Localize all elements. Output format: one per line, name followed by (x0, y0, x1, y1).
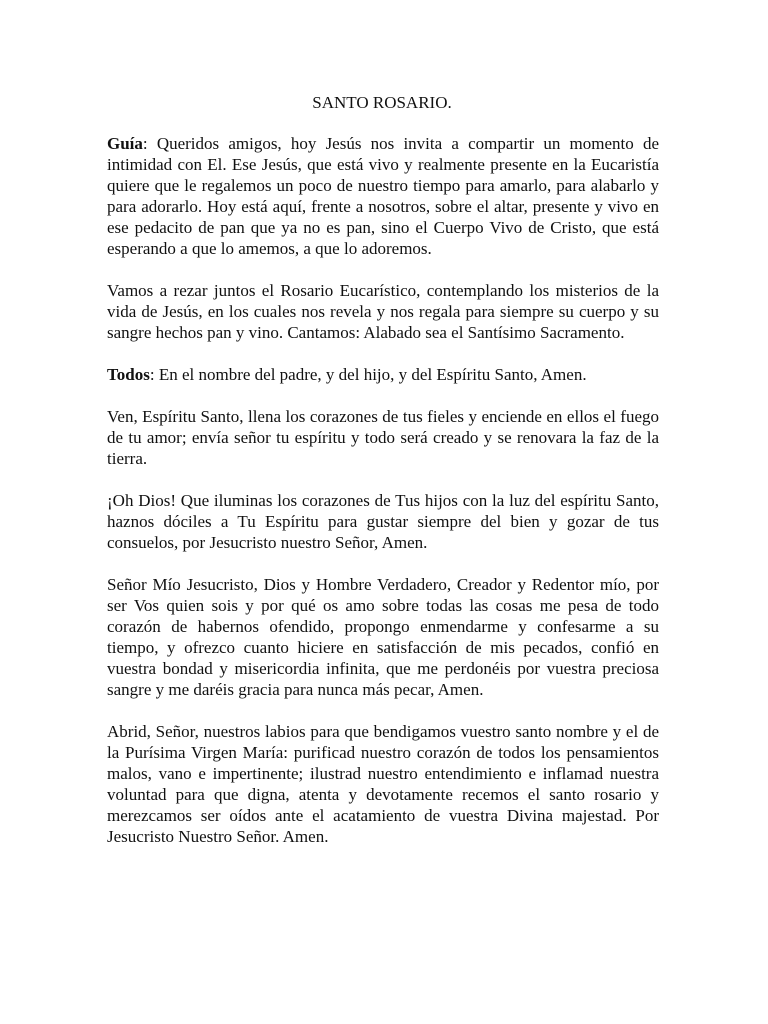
paragraph-text: Señor Mío Jesucristo, Dios y Hombre Verdadero, Creador y Redentor mío, por ser Vos quien sois y por qué os amo sobre todas las cosas me pesa de todo corazón de habernos ofendido, propongo enmendarme y confesarme a su tiempo, y ofrezco cuanto hiciere en satisfacción de mis pecados, confió en vuestra bondad y misericordia infinita, que me perdonéis por vuestra preciosa sangre y me daréis gracia para nunca más pecar, Amen. (107, 575, 659, 699)
document-title: SANTO ROSARIO. (312, 93, 452, 112)
paragraph-oh-dios (107, 490, 659, 553)
paragraph-text: Ven, Espíritu Santo, llena los corazones de tus fieles y enciende en ellos el fuego de tu amor; envía señor tu espíritu y todo será creado y se renovara la faz de la tierra. (107, 407, 659, 468)
speaker-label-todos: Todos (107, 365, 150, 384)
paragraph-text: Abrid, Señor, nuestros labios para que bendigamos vuestro santo nombre y el de la Purísima Virgen María: purificad nuestro corazón de todos los pensamientos malos, vano e impertinente; ilustrad nuestro entendimiento e inflamad nuestra voluntad para que digna, atenta y devotamente recemos el santo rosario y merezcamos ser oídos ante el acatamiento de vuestra Divina majestad. Por Jesucristo Nuestro Señor. Amen. (107, 722, 659, 846)
paragraph-text: : Queridos amigos, hoy Jesús nos invita a compartir un momento de intimidad con El. Ese Jesús, que está vivo y realmente presente en la Eucaristía quiere que le regalemos un poco de nuestro tiempo para amarlo, para alabarlo y para adorarlo. Hoy está aquí, frente a nosotros, sobre el altar, presente y vivo en ese pedacito de pan que ya no es pan, sino el Cuerpo Vivo de Cristo, que está esperando a que lo amemos, a que lo adoremos. (107, 134, 659, 258)
paragraph-text: Vamos a rezar juntos el Rosario Eucarístico, contemplando los misterios de la vida de Jesús, en los cuales nos revela y nos regala para siempre su cuerpo y su sangre hechos pan y vino. Cantamos: Alabado sea el Santísimo Sacramento. (107, 281, 659, 342)
paragraph-abrid-senor (107, 721, 659, 847)
paragraph-text: : En el nombre del padre, y del hijo, y del Espíritu Santo, Amen. (149, 365, 587, 384)
paragraph-senor-mio (107, 574, 659, 700)
paragraph-text: ¡Oh Dios! Que iluminas los corazones de Tus hijos con la luz del espíritu Santo, haznos dóciles a Tu Espíritu para gustar siempre del bien y gozar de tus consuelos, por Jesucristo nuestro Señor, Amen. (107, 491, 659, 552)
paragraph-guia (107, 133, 659, 259)
paragraph-rosario-intro (107, 280, 659, 343)
speaker-label-guia: Guía (107, 134, 143, 153)
paragraph-ven-espiritu (107, 406, 659, 469)
paragraph-todos (107, 364, 659, 385)
